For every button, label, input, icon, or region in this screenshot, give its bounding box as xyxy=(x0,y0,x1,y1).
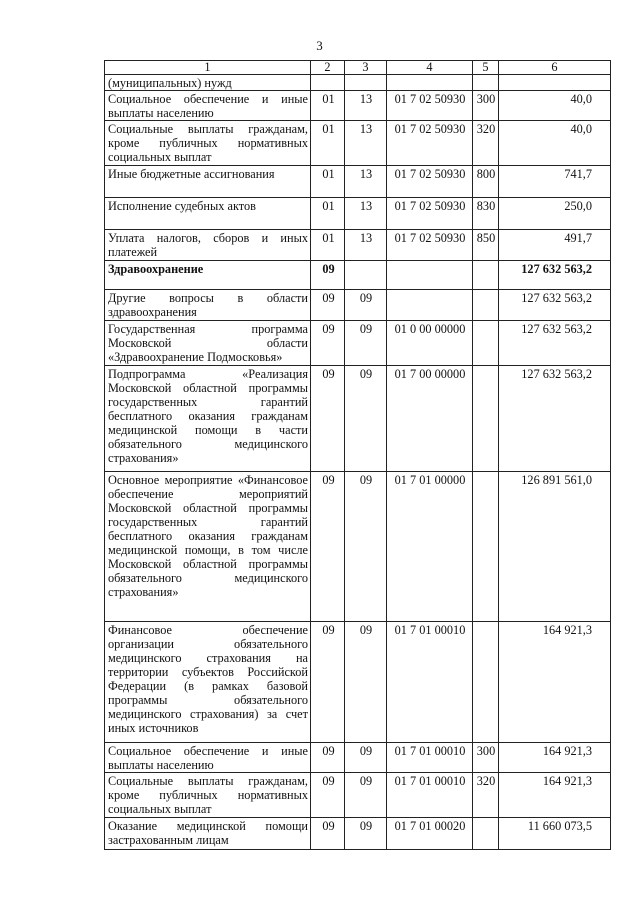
subsection-code xyxy=(345,75,387,91)
target-article-code: 01 7 01 00010 xyxy=(387,743,473,773)
subsection-code: 09 xyxy=(345,290,387,321)
target-article-code xyxy=(387,261,473,290)
budget-table xyxy=(104,60,611,850)
item-name: Другие вопросы в области здравоохранения xyxy=(105,290,311,321)
subsection-code xyxy=(345,261,387,290)
amount: 127 632 563,2 xyxy=(499,290,611,321)
section-code: 09 xyxy=(311,773,345,818)
item-name: Иные бюджетные ассигнования xyxy=(105,166,311,198)
subsection-code: 13 xyxy=(345,230,387,261)
subsection-code: 09 xyxy=(345,366,387,472)
table-row xyxy=(105,622,611,743)
amount: 164 921,3 xyxy=(499,743,611,773)
expense-type-code: 800 xyxy=(473,166,499,198)
amount: 164 921,3 xyxy=(499,622,611,743)
target-article-code: 01 7 01 00000 xyxy=(387,472,473,622)
target-article-code: 01 7 02 50930 xyxy=(387,91,473,121)
target-article-code xyxy=(387,290,473,321)
expense-type-code: 850 xyxy=(473,230,499,261)
item-name: Социальное обеспечение и иные выплаты населению xyxy=(105,743,311,773)
table-row xyxy=(105,261,611,290)
item-name: Финансовое обеспечение организации обязательного медицинского страхования на территории субъектов Российской Федерации (в рамках базовой программы обязательного медицинского страхования) за счет иных источников xyxy=(105,622,311,743)
amount: 164 921,3 xyxy=(499,773,611,818)
target-article-code: 01 7 01 00020 xyxy=(387,818,473,850)
section-code: 01 xyxy=(311,198,345,230)
table-row xyxy=(105,743,611,773)
expense-type-code xyxy=(473,261,499,290)
subsection-code: 13 xyxy=(345,166,387,198)
target-article-code: 01 7 02 50930 xyxy=(387,166,473,198)
expense-type-code: 320 xyxy=(473,773,499,818)
item-name: Исполнение судебных актов xyxy=(105,198,311,230)
section-code: 09 xyxy=(311,622,345,743)
subsection-code: 13 xyxy=(345,121,387,166)
table-row xyxy=(105,121,611,166)
expense-type-code xyxy=(473,321,499,366)
expense-type-code xyxy=(473,75,499,91)
item-name: Государственная программа Московской области «Здравоохранение Подмосковья» xyxy=(105,321,311,366)
section-code: 01 xyxy=(311,91,345,121)
item-name: (муниципальных) нужд xyxy=(105,75,311,91)
page-number: 3 xyxy=(316,38,323,53)
target-article-code xyxy=(387,75,473,91)
amount: 127 632 563,2 xyxy=(499,366,611,472)
item-name: Подпрограмма «Реализация Московской областной программы государственных гарантий бесплатного оказания гражданам медицинской помощи в части обязательного медицинского страхования» xyxy=(105,366,311,472)
amount xyxy=(499,75,611,91)
subsection-code: 09 xyxy=(345,743,387,773)
target-article-code: 01 0 00 00000 xyxy=(387,321,473,366)
amount: 11 660 073,5 xyxy=(499,818,611,850)
table-row xyxy=(105,366,611,472)
expense-type-code xyxy=(473,366,499,472)
item-name: Основное мероприятие «Финансовое обеспечение мероприятий Московской областной программы государственных гарантий бесплатного оказания гражданам медицинской помощи, в том числе Московской областной программы обязательного медицинского страхования» xyxy=(105,472,311,622)
amount: 491,7 xyxy=(499,230,611,261)
subsection-code: 13 xyxy=(345,91,387,121)
target-article-code: 01 7 01 00010 xyxy=(387,773,473,818)
section-code xyxy=(311,75,345,91)
table-row xyxy=(105,230,611,261)
item-name: Социальное обеспечение и иные выплаты населению xyxy=(105,91,311,121)
expense-type-code xyxy=(473,290,499,321)
subsection-code: 09 xyxy=(345,472,387,622)
target-article-code: 01 7 01 00010 xyxy=(387,622,473,743)
table-row xyxy=(105,321,611,366)
section-code: 09 xyxy=(311,366,345,472)
expense-type-code: 830 xyxy=(473,198,499,230)
amount: 250,0 xyxy=(499,198,611,230)
target-article-code: 01 7 00 00000 xyxy=(387,366,473,472)
header-cell: 5 xyxy=(473,61,499,75)
section-code: 09 xyxy=(311,290,345,321)
table-row xyxy=(105,75,611,91)
amount: 741,7 xyxy=(499,166,611,198)
table-row xyxy=(105,198,611,230)
table-row xyxy=(105,773,611,818)
item-name: Оказание медицинской помощи застрахованным лицам xyxy=(105,818,311,850)
item-name: Уплата налогов, сборов и иных платежей xyxy=(105,230,311,261)
header-cell: 1 xyxy=(105,61,311,75)
table-row xyxy=(105,818,611,850)
table-row xyxy=(105,290,611,321)
expense-type-code xyxy=(473,472,499,622)
expense-type-code xyxy=(473,622,499,743)
table-row xyxy=(105,166,611,198)
item-name: Здравоохранение xyxy=(105,261,311,290)
section-code: 09 xyxy=(311,743,345,773)
section-code: 01 xyxy=(311,166,345,198)
amount: 126 891 561,0 xyxy=(499,472,611,622)
expense-type-code: 320 xyxy=(473,121,499,166)
subsection-code: 09 xyxy=(345,818,387,850)
header-cell: 2 xyxy=(311,61,345,75)
target-article-code: 01 7 02 50930 xyxy=(387,121,473,166)
table-row xyxy=(105,472,611,622)
amount: 127 632 563,2 xyxy=(499,321,611,366)
section-code: 09 xyxy=(311,321,345,366)
amount: 40,0 xyxy=(499,121,611,166)
section-code: 09 xyxy=(311,818,345,850)
header-cell: 6 xyxy=(499,61,611,75)
subsection-code: 09 xyxy=(345,773,387,818)
target-article-code: 01 7 02 50930 xyxy=(387,230,473,261)
table-row xyxy=(105,91,611,121)
item-name: Социальные выплаты гражданам, кроме публичных нормативных социальных выплат xyxy=(105,121,311,166)
section-code: 01 xyxy=(311,121,345,166)
amount: 40,0 xyxy=(499,91,611,121)
section-code: 01 xyxy=(311,230,345,261)
subsection-code: 09 xyxy=(345,622,387,743)
expense-type-code: 300 xyxy=(473,743,499,773)
item-name: Социальные выплаты гражданам, кроме публичных нормативных социальных выплат xyxy=(105,773,311,818)
section-code: 09 xyxy=(311,261,345,290)
subsection-code: 13 xyxy=(345,198,387,230)
expense-type-code: 300 xyxy=(473,91,499,121)
amount: 127 632 563,2 xyxy=(499,261,611,290)
section-code: 09 xyxy=(311,472,345,622)
header-cell: 3 xyxy=(345,61,387,75)
expense-type-code xyxy=(473,818,499,850)
header-row xyxy=(105,61,611,75)
target-article-code: 01 7 02 50930 xyxy=(387,198,473,230)
subsection-code: 09 xyxy=(345,321,387,366)
header-cell: 4 xyxy=(387,61,473,75)
